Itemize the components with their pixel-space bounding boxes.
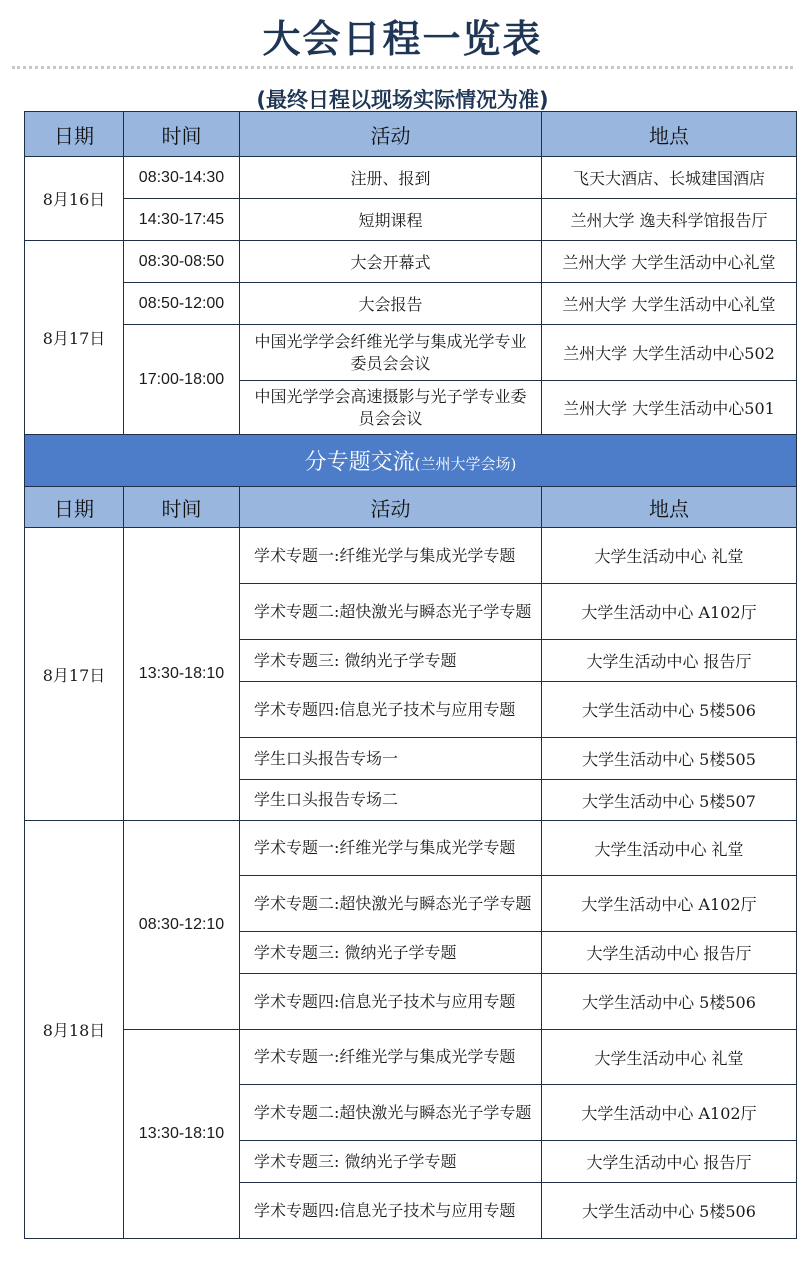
page-subtitle: (最终日程以现场实际情况为准)	[256, 88, 549, 112]
table-row	[25, 528, 797, 584]
location-cell: 大学生活动中心 报告厅	[542, 1141, 797, 1183]
location-cell: 大学生活动中心 报告厅	[542, 932, 797, 974]
table-row	[25, 241, 797, 283]
location-cell: 大学生活动中心 礼堂	[542, 1030, 797, 1085]
location-cell: 大学生活动中心 报告厅	[542, 640, 797, 682]
section-banner	[25, 435, 797, 487]
activity-cell: 学术专题四:信息光子技术与应用专题	[240, 1183, 542, 1239]
time-cell: 13:30-18:10	[124, 528, 240, 821]
activity-cell: 学术专题二:超快激光与瞬态光子学专题	[240, 584, 542, 640]
location-cell: 大学生活动中心 A102厅	[542, 584, 797, 640]
time-cell: 14:30-17:45	[124, 199, 240, 241]
date-cell: 8月16日	[25, 157, 124, 241]
schedule-table	[24, 111, 797, 1239]
activity-cell: 学术专题一:纤维光学与集成光学专题	[240, 1030, 542, 1085]
activity-cell: 学术专题四:信息光子技术与应用专题	[240, 682, 542, 738]
location-cell: 飞天大酒店、长城建国酒店	[542, 157, 797, 199]
date-cell: 8月17日	[25, 528, 124, 821]
date-cell: 8月18日	[25, 821, 124, 1239]
location-cell: 大学生活动中心 礼堂	[542, 821, 797, 876]
time-cell: 08:30-08:50	[124, 241, 240, 283]
activity-cell: 学术专题二:超快激光与瞬态光子学专题	[240, 876, 542, 932]
time-cell: 13:30-18:10	[124, 1030, 240, 1239]
time-cell: 08:30-14:30	[124, 157, 240, 199]
location-cell: 大学生活动中心 A102厅	[542, 1085, 797, 1141]
location-cell: 大学生活动中心 5楼507	[542, 780, 797, 821]
location-cell: 大学生活动中心 A102厅	[542, 876, 797, 932]
location-cell: 兰州大学 大学生活动中心礼堂	[542, 241, 797, 283]
location-cell: 大学生活动中心 5楼506	[542, 974, 797, 1030]
header-location: 地点	[542, 112, 797, 157]
location-cell: 兰州大学 大学生活动中心502	[542, 325, 797, 381]
header-activity: 活动	[240, 112, 542, 157]
header-time: 时间	[124, 487, 240, 528]
location-cell: 兰州大学 逸夫科学馆报告厅	[542, 199, 797, 241]
header-date: 日期	[25, 112, 124, 157]
time-cell: 17:00-18:00	[124, 325, 240, 435]
activity-cell: 注册、报到	[240, 157, 542, 199]
activity-cell: 短期课程	[240, 199, 542, 241]
activity-cell: 学术专题二:超快激光与瞬态光子学专题	[240, 1085, 542, 1141]
activity-cell: 学生口头报告专场二	[240, 780, 542, 821]
activity-cell: 中国光学学会高速摄影与光子学专业委员会会议	[240, 381, 542, 435]
activity-cell: 学术专题一:纤维光学与集成光学专题	[240, 528, 542, 584]
dotted-divider	[12, 66, 793, 69]
location-cell: 大学生活动中心 5楼506	[542, 1183, 797, 1239]
table-row	[25, 821, 797, 876]
location-cell: 兰州大学 大学生活动中心501	[542, 381, 797, 435]
page-title: 大会日程一览表	[262, 17, 543, 61]
location-cell: 大学生活动中心 礼堂	[542, 528, 797, 584]
date-cell: 8月17日	[25, 241, 124, 435]
activity-cell: 学术专题三: 微纳光子学专题	[240, 1141, 542, 1183]
activity-cell: 大会报告	[240, 283, 542, 325]
activity-cell: 学术专题一:纤维光学与集成光学专题	[240, 821, 542, 876]
banner-title: 分专题交流	[304, 450, 415, 475]
location-cell: 大学生活动中心 5楼505	[542, 738, 797, 780]
location-cell: 兰州大学 大学生活动中心礼堂	[542, 283, 797, 325]
table-row	[25, 325, 797, 381]
time-cell: 08:30-12:10	[124, 821, 240, 1030]
table-row	[25, 157, 797, 199]
header-row	[25, 112, 797, 157]
table-row	[25, 1030, 797, 1085]
time-cell: 08:50-12:00	[124, 283, 240, 325]
activity-cell: 中国光学学会纤维光学与集成光学专业委员会会议	[240, 325, 542, 381]
activity-cell: 学生口头报告专场一	[240, 738, 542, 780]
header-date: 日期	[25, 487, 124, 528]
header-activity: 活动	[240, 487, 542, 528]
table-row	[25, 199, 797, 241]
header-time: 时间	[124, 112, 240, 157]
header-row	[25, 487, 797, 528]
activity-cell: 大会开幕式	[240, 241, 542, 283]
activity-cell: 学术专题三: 微纳光子学专题	[240, 640, 542, 682]
header-location: 地点	[542, 487, 797, 528]
activity-cell: 学术专题四:信息光子技术与应用专题	[240, 974, 542, 1030]
activity-cell: 学术专题三: 微纳光子学专题	[240, 932, 542, 974]
banner-subtitle: (兰州大学会场)	[414, 455, 517, 473]
table-row	[25, 283, 797, 325]
location-cell: 大学生活动中心 5楼506	[542, 682, 797, 738]
